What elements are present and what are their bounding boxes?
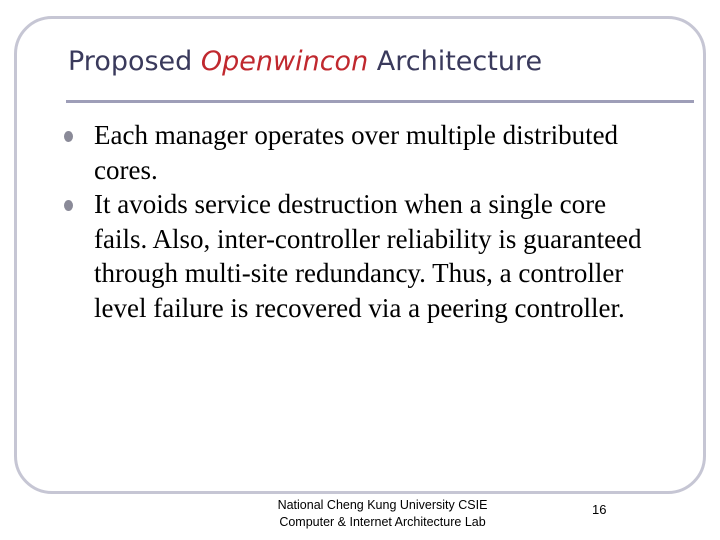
bullet-item [64, 187, 664, 325]
footer-line-institution: National Cheng Kung University CSIE [277, 498, 488, 512]
footer-line-lab: Computer & Internet Architecture Lab [279, 515, 486, 529]
bullet-list [64, 118, 664, 325]
bullet-marker-icon [64, 200, 73, 211]
bullet-item [64, 118, 664, 187]
footer [255, 497, 510, 531]
bullet-marker-icon [64, 131, 73, 142]
bullet-text: Each manager operates over multiple distributed cores. [94, 120, 619, 185]
title-suffix: Architecture [368, 46, 543, 77]
title-emphasis: Openwincon [200, 46, 369, 77]
bullet-text: It avoids service destruction when a single core fails. Also, inter-controller reliability is guaranteed through multi-site redundancy. Thus, a controller level failure is recovered via a peering controller. [94, 189, 642, 323]
title-prefix: Proposed [68, 46, 201, 77]
slide-title [68, 46, 542, 77]
page-number: 16 [592, 502, 607, 517]
title-underline [66, 100, 694, 103]
